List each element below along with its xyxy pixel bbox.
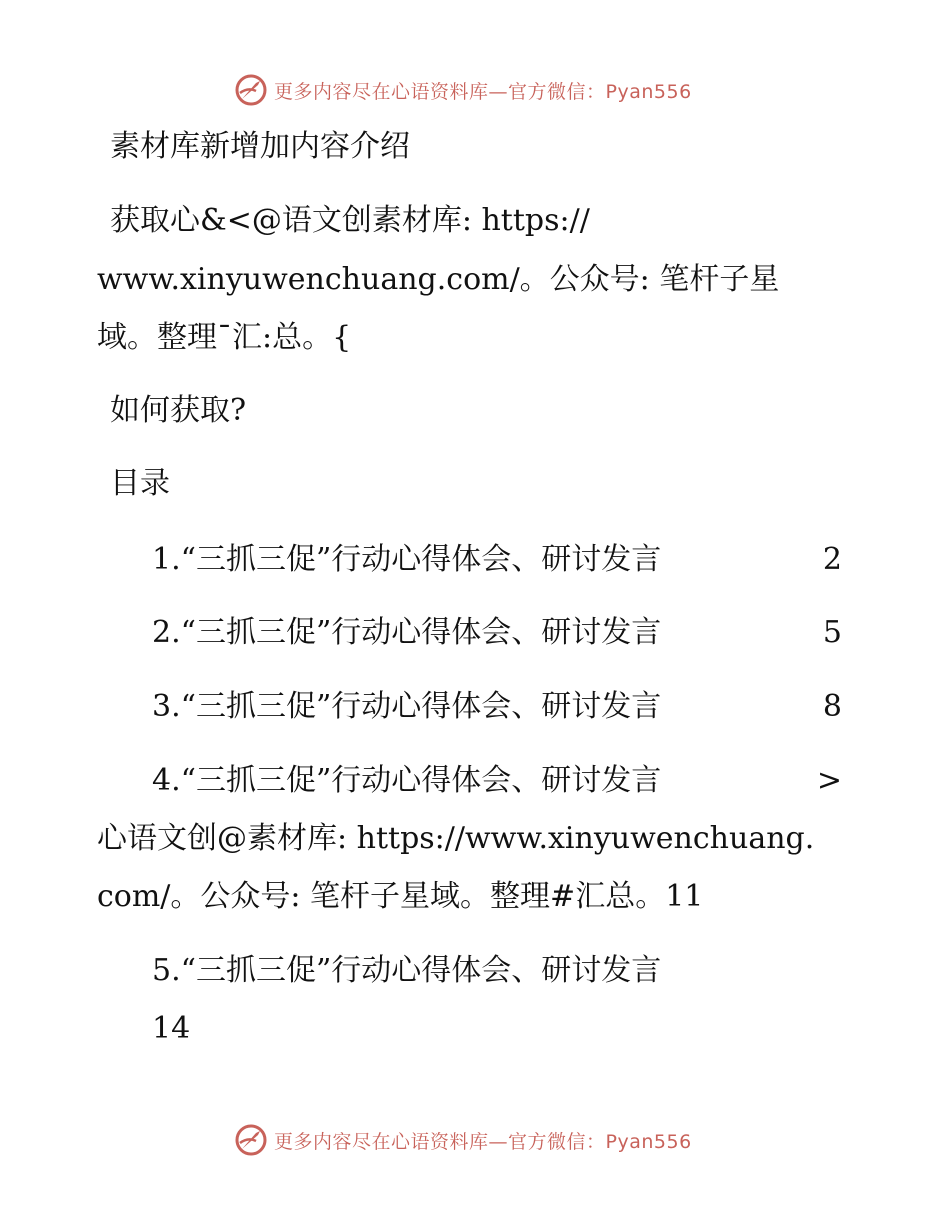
toc-item-page: 5 xyxy=(822,615,842,650)
intro-line-1: 获取心&<@语文创素材库: https:// xyxy=(110,203,590,238)
toc-item-page: 8 xyxy=(822,689,842,724)
toc-item-3[interactable] xyxy=(152,687,842,727)
toc-item-page: 2 xyxy=(822,542,842,577)
toc-item-4-continuation-2: com/。公众号: 笔杆子星域。整理#汇总。11 xyxy=(97,879,704,914)
footer-banner xyxy=(234,1122,692,1158)
header-banner-text: 更多内容尽在心语资料库—官方微信：Pyan556 xyxy=(274,80,692,103)
quill-logo-icon xyxy=(234,1123,268,1157)
toc-item-label: 5.“三抓三促”行动心得体会、研讨发言 xyxy=(152,953,662,988)
toc-item-5[interactable] xyxy=(152,951,842,991)
toc-item-4[interactable] xyxy=(152,761,842,801)
toc-item-label: 4.“三抓三促”行动心得体会、研讨发言 xyxy=(152,763,662,798)
toc-item-2[interactable] xyxy=(152,613,842,653)
footer-wechat-id: Pyan556 xyxy=(605,1130,692,1153)
toc-item-5-page: 14 xyxy=(152,1011,191,1046)
header-banner xyxy=(234,72,692,108)
how-to-get-heading: 如何获取? xyxy=(110,393,247,428)
toc-heading: 目录 xyxy=(110,466,170,501)
page-title: 素材库新增加内容介绍 xyxy=(110,129,410,164)
toc-item-1[interactable] xyxy=(152,540,842,580)
toc-item-page: > xyxy=(816,763,842,798)
intro-line-2: www.xinyuwenchuang.com/。公众号: 笔杆子星 xyxy=(97,262,780,297)
intro-line-3: 域。整理¯汇:总。{ xyxy=(97,320,352,355)
quill-logo-icon xyxy=(234,73,268,107)
header-wechat-id: Pyan556 xyxy=(605,80,692,103)
toc-item-label: 3.“三抓三促”行动心得体会、研讨发言 xyxy=(152,689,662,724)
footer-banner-text: 更多内容尽在心语资料库—官方微信：Pyan556 xyxy=(274,1130,692,1153)
toc-item-4-continuation-1: 心语文创@素材库: https://www.xinyuwenchuang. xyxy=(97,821,815,856)
toc-item-label: 1.“三抓三促”行动心得体会、研讨发言 xyxy=(152,542,662,577)
toc-item-label: 2.“三抓三促”行动心得体会、研讨发言 xyxy=(152,615,662,650)
